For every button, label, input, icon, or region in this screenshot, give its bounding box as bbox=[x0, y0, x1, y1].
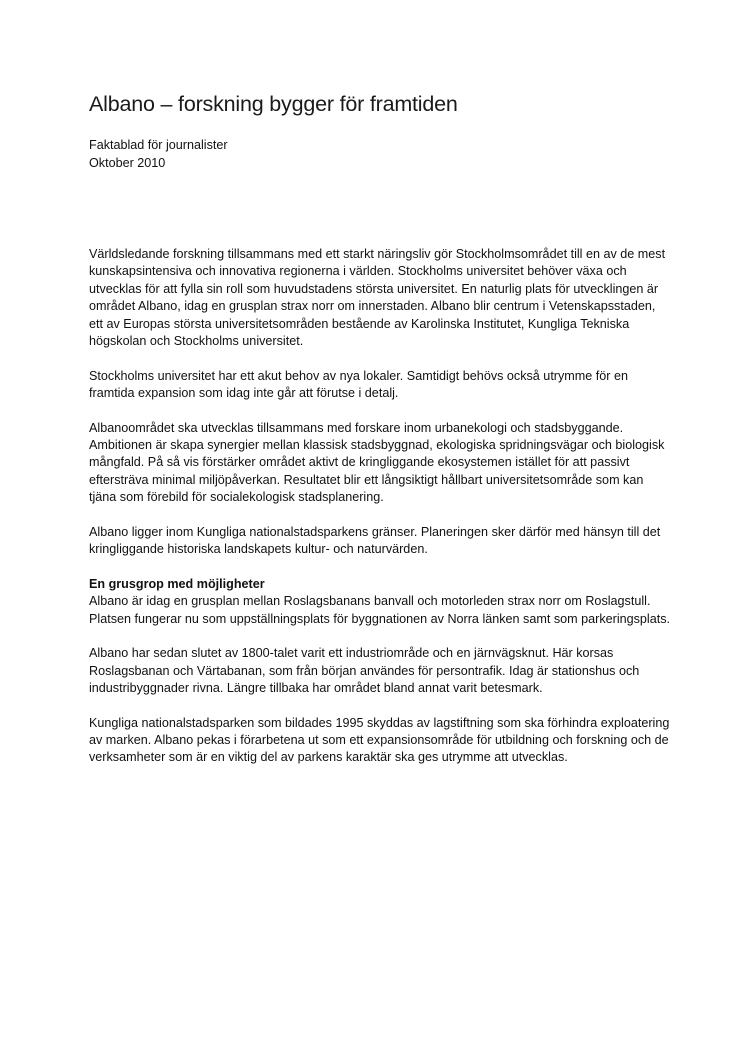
subtitle-audience: Faktablad för journalister bbox=[89, 138, 228, 152]
section-heading: En grusgrop med möjligheter bbox=[89, 576, 265, 591]
page-title: Albano – forskning bygger för framtiden bbox=[89, 92, 458, 116]
paragraph-intro: Världsledande forskning tillsammans med ett starkt näringsliv gör Stockholmsområdet till en av de mest kunskapsintensiva och innovativa regionerna i världen. Stockholms universitet behöver växa och utvecklas för att fylla sin roll som huvudstadens största universitet. En naturlig plats för utvecklingen är området Albano, idag en grusplan strax norr om innerstaden. Albano blir centrum i Vetenskapsstaden, ett av Europas största universitetsområden bestående av Karolinska Institutet, Kungliga Tekniska högskolan och Stockholms universitet. bbox=[89, 247, 666, 349]
subtitle-date: Oktober 2010 bbox=[89, 156, 166, 170]
paragraph-history: Albano har sedan slutet av 1800-talet varit ett industriområde och en järnvägsknut. Här korsas Roslagsbanan och Värtabanan, som från början användes för persontrafik. Idag är stationshus och industribyggnader rivna. Längre tillbaka har området bland annat varit betesmark. bbox=[89, 646, 640, 696]
document-body bbox=[89, 246, 671, 784]
paragraph-premises: Stockholms universitet har ett akut behov av nya lokaler. Samtidigt behövs också utrymme för en framtida expansion som idag inte går att förutse i detalj. bbox=[89, 368, 628, 401]
paragraph-urban-ecology: Albanoområdet ska utvecklas tillsammans med forskare inom urbanekologi och stadsbyggande. Ambitionen är skapa synergier mellan klassisk stadsbyggnad, ekologiska spridningsvägar och biologisk mångfald. På så vis förstärker området aktivt de kringliggande ekosystemen istället för att passivt eftersträva minimal miljöpåverkan. Resultatet blir ett långsiktigt hållbart universitetsområde som kan tjäna som förebild för socialekologisk stadsplanering. bbox=[89, 420, 665, 505]
paragraph-national-park: Albano ligger inom Kungliga nationalstadsparkens gränser. Planeringen sker därför med hänsyn till det kringliggande historiska landskapets kultur- och naturvärden. bbox=[89, 524, 661, 557]
paragraph-legislation: Kungliga nationalstadsparken som bildades 1995 skyddas av lagstiftning som ska förhindra exploatering av marken. Albano pekas i förarbetena ut som ett expansionsområde för utbildning och forskning och de verksamheter som är en viktig del av parkens karaktär ska ges utrymme att utvecklas. bbox=[89, 715, 670, 765]
paragraph-gravel-field: Albano är idag en grusplan mellan Roslagsbanans banvall och motorleden strax norr om Roslagstull. Platsen fungerar nu som uppställningsplats för byggnationen av Norra länken samt som parkeringsplats. bbox=[89, 594, 671, 626]
